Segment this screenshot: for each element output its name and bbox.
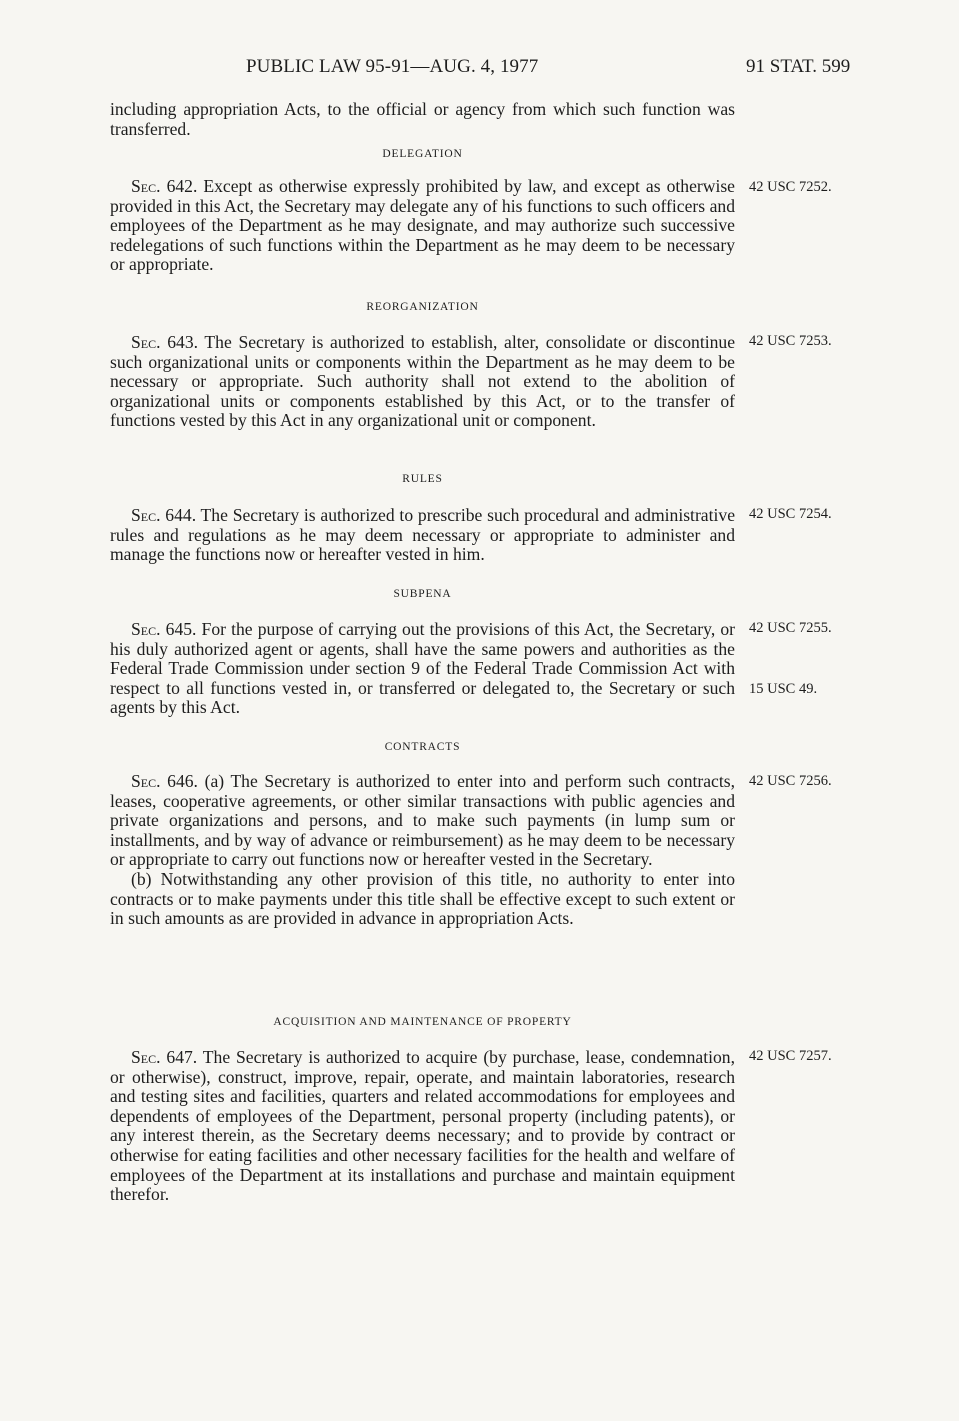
section-heading-rules: RULES <box>402 473 443 485</box>
running-header-page-ref: 91 STAT. 599 <box>746 56 851 77</box>
section-645-paragraph <box>110 620 735 718</box>
section-643-text: 643. The Secretary is authorized to establish, alter, consolidate or discontinue such organizational units or components within the Department as he may deem to be necessary or appropriate. Such authority shall not extend to the abolition of organizational units or components established by this Act, or to the transfer of functions vested by this Act in any organizational unit or component. <box>110 332 735 431</box>
margin-note-7255: 42 USC 7255. <box>749 620 832 636</box>
sec-label: Sec. <box>131 505 161 525</box>
continuation-paragraph: including appropriation Acts, to the official or agency from which such function was transferred. <box>110 99 735 139</box>
section-642-paragraph <box>110 177 735 275</box>
sec-label: Sec. <box>131 771 161 791</box>
section-644-text: 644. The Secretary is authorized to prescribe such procedural and administrative rules and regulations as he may deem necessary or appropriate to administer and manage the functions now or hereafter vested in him. <box>110 505 735 565</box>
margin-note-7257: 42 USC 7257. <box>749 1048 832 1064</box>
sec-label: Sec. <box>131 619 161 639</box>
running-header-title: PUBLIC LAW 95-91—AUG. 4, 1977 <box>246 56 539 77</box>
sec-label: Sec. <box>131 332 161 352</box>
section-646-paragraph <box>110 772 735 929</box>
section-heading-subpena: SUBPENA <box>393 588 452 600</box>
section-642-text: 642. Except as otherwise expressly prohibited by law, and except as otherwise provided in this Act, the Secretary may delegate any of his functions to such officers and employees of the Department as he may designate, and may authorize such successive redelegations of such functions within the Department as he may deem to be necessary or appropriate. <box>110 176 735 275</box>
sec-label: Sec. <box>131 1047 161 1067</box>
margin-note-7254: 42 USC 7254. <box>749 506 832 522</box>
section-heading-contracts: CONTRACTS <box>384 741 461 753</box>
section-647-text: 647. The Secretary is authorized to acquire (by purchase, lease, condemnation, or otherwise), construct, improve, repair, operate, and maintain laboratories, research and testing sites and facilities, quarters and related accommodations for employees and dependents of employees of the Department, personal property (including patents), or any interest therein, as the Secretary deems necessary; and to provide by contract or otherwise for eating facilities and other necessary facilities for the health and welfare of employees of the Department at its installations and purchase and maintain equipment therefor. <box>110 1047 735 1205</box>
margin-note-7253: 42 USC 7253. <box>749 333 832 349</box>
section-646b-text: (b) Notwithstanding any other provision of this title, no authority to enter into contracts or to make payments under this title shall be effective except to such extent or in such amounts as are provided in advance in appropriation Acts. <box>110 868 735 929</box>
section-646a-text: 646. (a) The Secretary is authorized to enter into and perform such contracts, leases, cooperative agreements, or other similar transactions with public agencies and private organizations and persons, and to make such payments (in lump sum or installments, and by way of advance or reimbursement) as he may deem to be necessary or appropriate to carry out functions now or hereafter vested in the Secretary. <box>110 771 735 870</box>
margin-note-7252: 42 USC 7252. <box>749 179 832 195</box>
sec-label: Sec. <box>131 176 161 196</box>
section-647-paragraph <box>110 1048 735 1205</box>
margin-note-7256: 42 USC 7256. <box>749 773 832 789</box>
section-heading-acquisition: ACQUISITION AND MAINTENANCE OF PROPERTY <box>273 1016 572 1028</box>
section-645-text: 645. For the purpose of carrying out the provisions of this Act, the Secretary, or his duly authorized agent or agents, shall have the same powers and authorities as the Federal Trade Commission under section 9 of the Federal Trade Commission Act with respect to all functions vested in, or transferred or delegated to, the Secretary or such agents by this Act. <box>110 619 735 718</box>
section-644-paragraph <box>110 506 735 565</box>
margin-note-15usc49: 15 USC 49. <box>749 681 818 697</box>
section-heading-delegation: DELEGATION <box>382 148 463 160</box>
section-643-paragraph <box>110 333 735 431</box>
section-heading-reorganization: REORGANIZATION <box>366 301 479 313</box>
